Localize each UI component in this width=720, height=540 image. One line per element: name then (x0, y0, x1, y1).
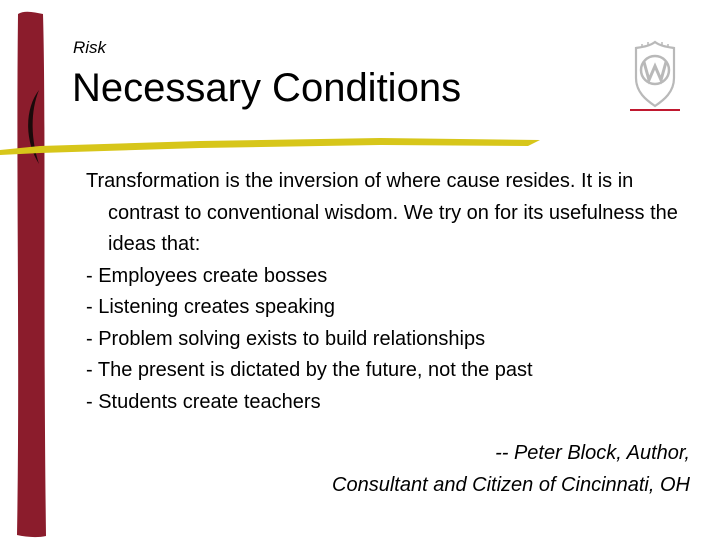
slide-body (86, 166, 686, 418)
list-item: - The present is dictated by the future, not the past (86, 359, 533, 381)
university-crest-logo-icon (628, 40, 682, 112)
list-item: - Students create teachers (86, 390, 321, 413)
attribution-line-1: -- Peter Block, Author, (495, 442, 690, 464)
attribution (332, 437, 690, 501)
list-item: - Problem solving exists to build relationships (86, 327, 486, 350)
list-item: - Employees create bosses (86, 264, 328, 287)
crimson-vertical-bar (17, 12, 46, 537)
list-item: - Listening creates speaking (86, 296, 336, 318)
intro-paragraph: Transformation is the inversion of where cause resides. It is in contrast to conventional wisdom. We try on for its usefulness the ideas that: (86, 170, 678, 255)
slide-title: Necessary Conditions (72, 66, 462, 110)
attribution-line-2: Consultant and Citizen of Cincinnati, OH (332, 474, 690, 496)
gold-horizontal-stroke (0, 138, 540, 155)
section-label: Risk (73, 38, 107, 57)
